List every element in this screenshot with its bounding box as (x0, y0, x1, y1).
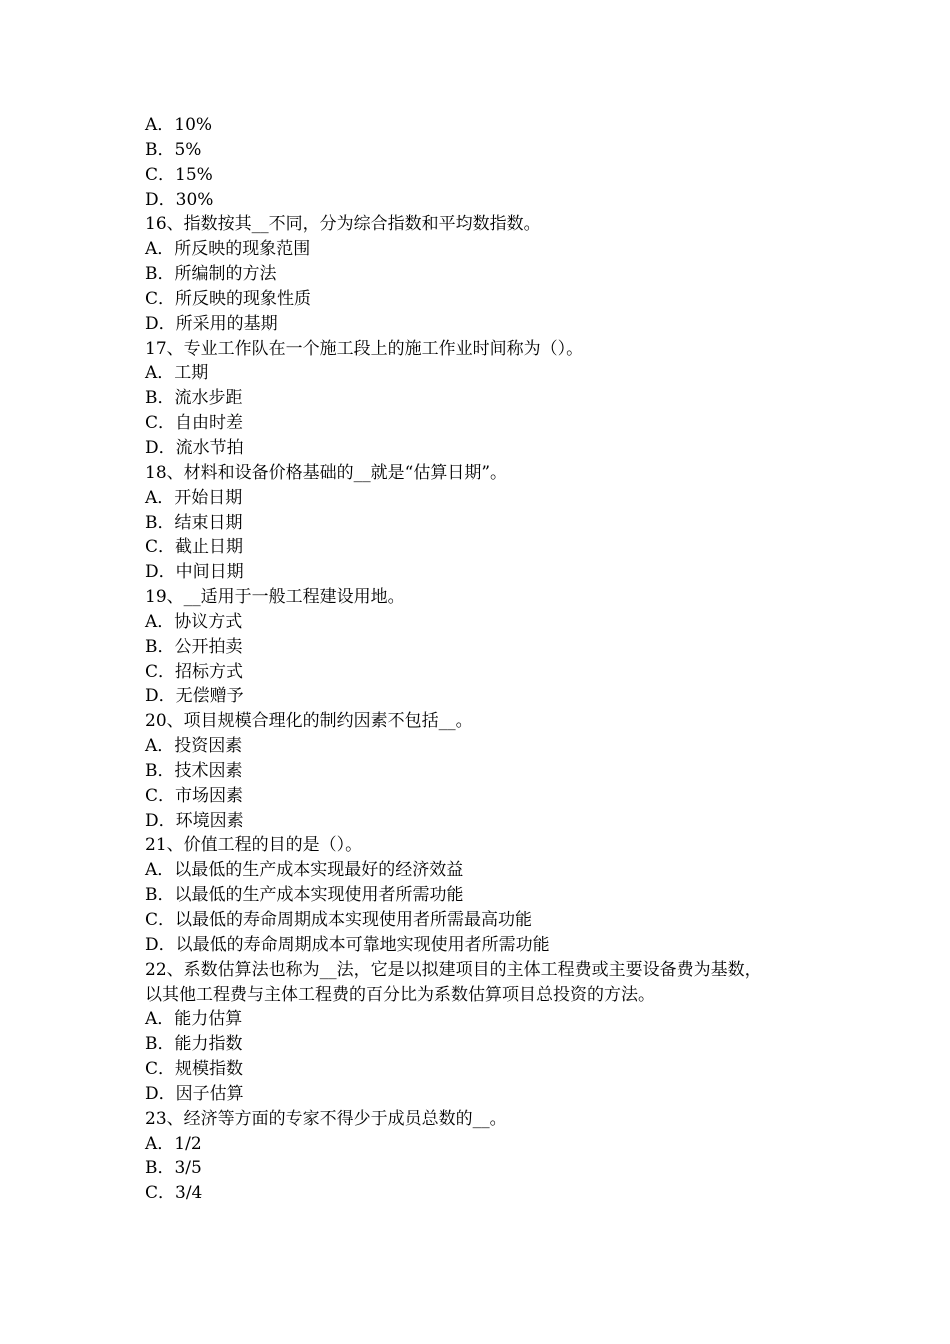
question-22-line-1: 22、系数估算法也称为__法，它是以拟建项目的主体工程费或主要设备费为基数， (145, 959, 762, 980)
question-22-line-2: 以其他工程费与主体工程费的百分比为系数估算项目总投资的方法。 (145, 984, 655, 1005)
option-b: B．结束日期 (145, 512, 243, 533)
option-d: D．所采用的基期 (145, 313, 278, 334)
option-c: C．市场因素 (145, 785, 244, 806)
exam-questions (145, 113, 815, 1206)
option-b: B．3/5 (145, 1158, 202, 1179)
option-a: A．所反映的现象范围 (145, 239, 311, 260)
option-c: C．截止日期 (145, 537, 244, 558)
option-a: A．开始日期 (145, 487, 243, 508)
option-d: D．环境因素 (145, 810, 244, 831)
option-a: A．10% (145, 115, 213, 135)
option-d: D．中间日期 (145, 562, 244, 583)
option-d: D．流水节拍 (145, 437, 244, 458)
option-b: B．5% (145, 139, 202, 160)
option-a: A．协议方式 (145, 611, 243, 632)
option-b: B．技术因素 (145, 760, 243, 781)
question-21: 21、价值工程的目的是（）。 (145, 835, 363, 856)
question-16: 16、指数按其__不同，分为综合指数和平均数指数。 (145, 214, 541, 235)
option-a: A．工期 (145, 363, 209, 384)
option-a: A．能力估算 (145, 1009, 243, 1030)
option-d: D．以最低的寿命周期成本可靠地实现使用者所需功能 (145, 934, 550, 955)
option-b: B．公开拍卖 (145, 636, 243, 657)
option-c: C．招标方式 (145, 661, 244, 682)
option-d: D．因子估算 (145, 1083, 244, 1104)
option-c: C．以最低的寿命周期成本实现使用者所需最高功能 (145, 910, 533, 930)
option-b: B．能力指数 (145, 1034, 243, 1055)
question-17: 17、专业工作队在一个施工段上的施工作业时间称为（）。 (145, 338, 584, 359)
option-b: B．所编制的方法 (145, 264, 277, 285)
option-d: D．无偿赠予 (145, 686, 244, 707)
question-19: 19、__适用于一般工程建设用地。 (145, 587, 405, 608)
option-c: C．3/4 (145, 1183, 203, 1204)
option-c: C．15% (145, 164, 213, 185)
option-d: D．30% (145, 189, 214, 210)
option-b: B．以最低的生产成本实现使用者所需功能 (145, 885, 464, 906)
question-23: 23、经济等方面的专家不得少于成员总数的__。 (145, 1108, 507, 1129)
question-20: 20、项目规模合理化的制约因素不包括__。 (145, 711, 473, 732)
question-18: 18、材料和设备价格基础的__就是“估算日期”。 (145, 462, 508, 483)
option-a: A．投资因素 (145, 736, 243, 757)
option-a: A．以最低的生产成本实现最好的经济效益 (145, 860, 464, 881)
option-c: C．自由时差 (145, 413, 244, 434)
option-c: C．规模指数 (145, 1059, 244, 1080)
option-a: A．1/2 (145, 1133, 202, 1154)
option-c: C．所反映的现象性质 (145, 288, 312, 309)
option-b: B．流水步距 (145, 388, 243, 409)
